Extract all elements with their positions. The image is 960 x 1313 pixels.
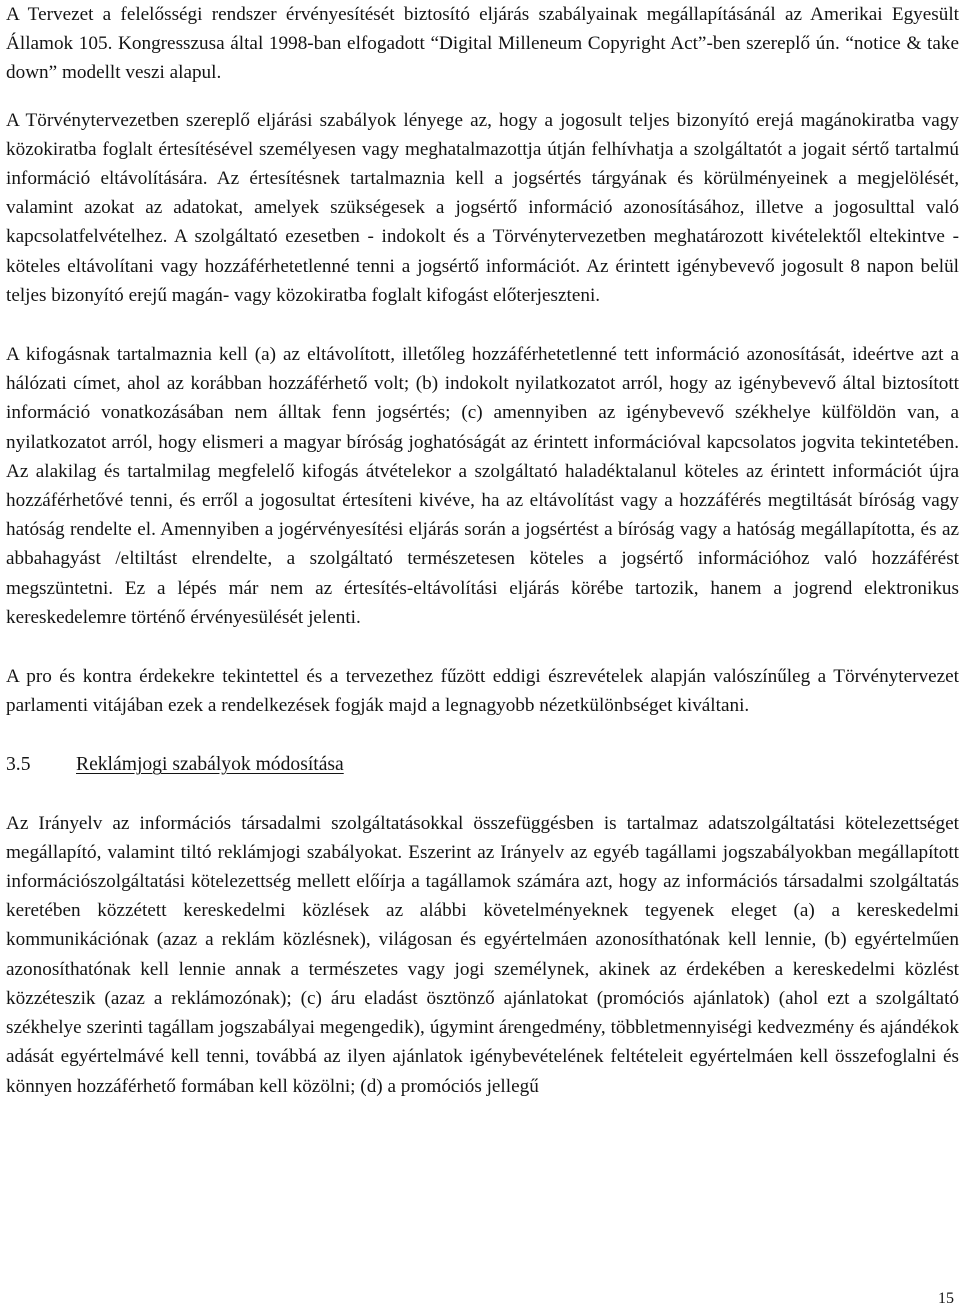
- paragraph-pro-contra: A pro és kontra érdekekre tekintettel és a tervezethez fűzött eddigi észrevételek alapján valószínűleg a Törvénytervezet parlamenti vitájában ezek a rendelkezések fogják majd a legnagyobb nézetkülönbséget kiváltani.: [6, 666, 959, 717]
- paragraph-objection: A kifogásnak tartalmaznia kell (a) az eltávolított, illetőleg hozzáférhetetlenné tett információ azonosítását, ideértve azt a hálózati címet, ahol az korábban hozzáférhető volt; (b) indokolt nyilatkozatot arról, hogy az igénybevevő által biztosított információ vonatkozásában nem álltak fenn jogsértés; (c) amennyiben az igénybevevő székhelye külföldön van, a nyilatkozatot arról, hogy elismeri a magyar bíróság joghatóságát az érintett információval kapcsolatos jogvita tekintetében. Az alakilag és tartalmilag megfelelő kifogás átvételekor a szolgáltató haladéktalanul köteles az érintett információt újra hozzáférhetővé tenni, és erről a jogosultat értesíteni kivéve, ha az eltávolítást vagy a hozzáférés megtiltását bíróság vagy hatóság rendelte el. Amennyiben a jogérvényesítési eljárás során a jogsértést a bíróság vagy a hatóság megállapította, és az abbahagyást /eltiltást elrendelte, a szolgáltató természetesen köteles a jogsértő információhoz való hozzáférést megszüntetni. Ez a lépés már nem az értesítés-eltávolítási eljárás körébe tartozik, hanem a jogrend elektronikus kereskedelemre történő érvényesülését jelenti.: [6, 344, 959, 628]
- page-number: 15: [938, 1290, 954, 1307]
- document-page: [6, 0, 959, 1101]
- paragraph-intro: A Tervezet a felelősségi rendszer érvényesítését biztosító eljárás szabályainak megállapításánál az Amerikai Egyesült Államok 105. Kongresszusa által 1998-ban elfogadott “Digital Milleneum Copyright Act”-ben szereplő ún. “notice & take down” modellt veszi alapul.: [6, 4, 959, 84]
- section-title: Reklámjogi szabályok módosítása: [76, 754, 344, 776]
- paragraph-notice-procedure: A Törvénytervezetben szereplő eljárási szabályok lényege az, hogy a jogosult teljes bizonyító erejá magánokiratba vagy közokiratba foglalt értesítésével személyesen vagy meghatalmazottja útján felhívhatja a szolgáltatót a jogait sértő tartalmú információ eltávolítására. Az értesítésnek tartalmaznia kell a jogsértés tárgyának és körülményeinek a megjelölését, valamint azokat az adatokat, amelyek szükségesek a jogsértő információ azonosításához, illetve a jogosulttal való kapcsolatfelvételhez. A szolgáltató ezesetben - indokolt és a Törvénytervezetben meghatározott kivételektől eltekintve - köteles eltávolítani vagy hozzáférhetetlenné tenni a jogsértő információt. Az érintett igénybevevő jogosult 8 napon belül teljes bizonyító erejű magán- vagy közokiratba foglalt kifogást előterjeszteni.: [6, 109, 959, 306]
- section-heading: [6, 750, 959, 779]
- section-number: 3.5: [6, 754, 31, 776]
- paragraph-directive: Az Irányelv az információs társadalmi szolgáltatásokkal összefüggésben is tartalmaz adatszolgáltatási kötelezettséget megállapító, valamint tiltó reklámjogi szabályokat. Eszerint az Irányelv az egyéb tagállami jogszabályokban megállapított információszolgáltatási kötelezettség mellett előírja a tagállamok számára azt, hogy az információs társadalmi szolgáltatás keretében közzétett kereskedelmi közlések az alábbi követelményeknek tegyenek eleget (a) a kereskedelmi kommunikációnak (azaz a reklám közlésnek), világosan és egyértelmáen azonosíthatónak kell lennie, (b) egyértelműen azonosíthatónak kell lennie annak a természetes vagy jogi személynek, akinek az érdekében a kereskedelmi közlést közzéteszik (azaz a reklámozónak); (c) áru eladást ösztönző ajánlatokat (promóciós ajánlatok) (ahol ezt a szolgáltató székhelye szerinti tagállam jogszabályai megengedik), úgymint árengedmény, többletmennyiségi kedvezmény és ajándékok adását egyértelmávé kell tenni, továbbá az ilyen ajánlatok igénybevételének feltételeit egyértelmáen kell összefoglalni és könnyen hozzáférhető formában kell közölni; (d) a promóciós jellegű: [6, 812, 959, 1097]
